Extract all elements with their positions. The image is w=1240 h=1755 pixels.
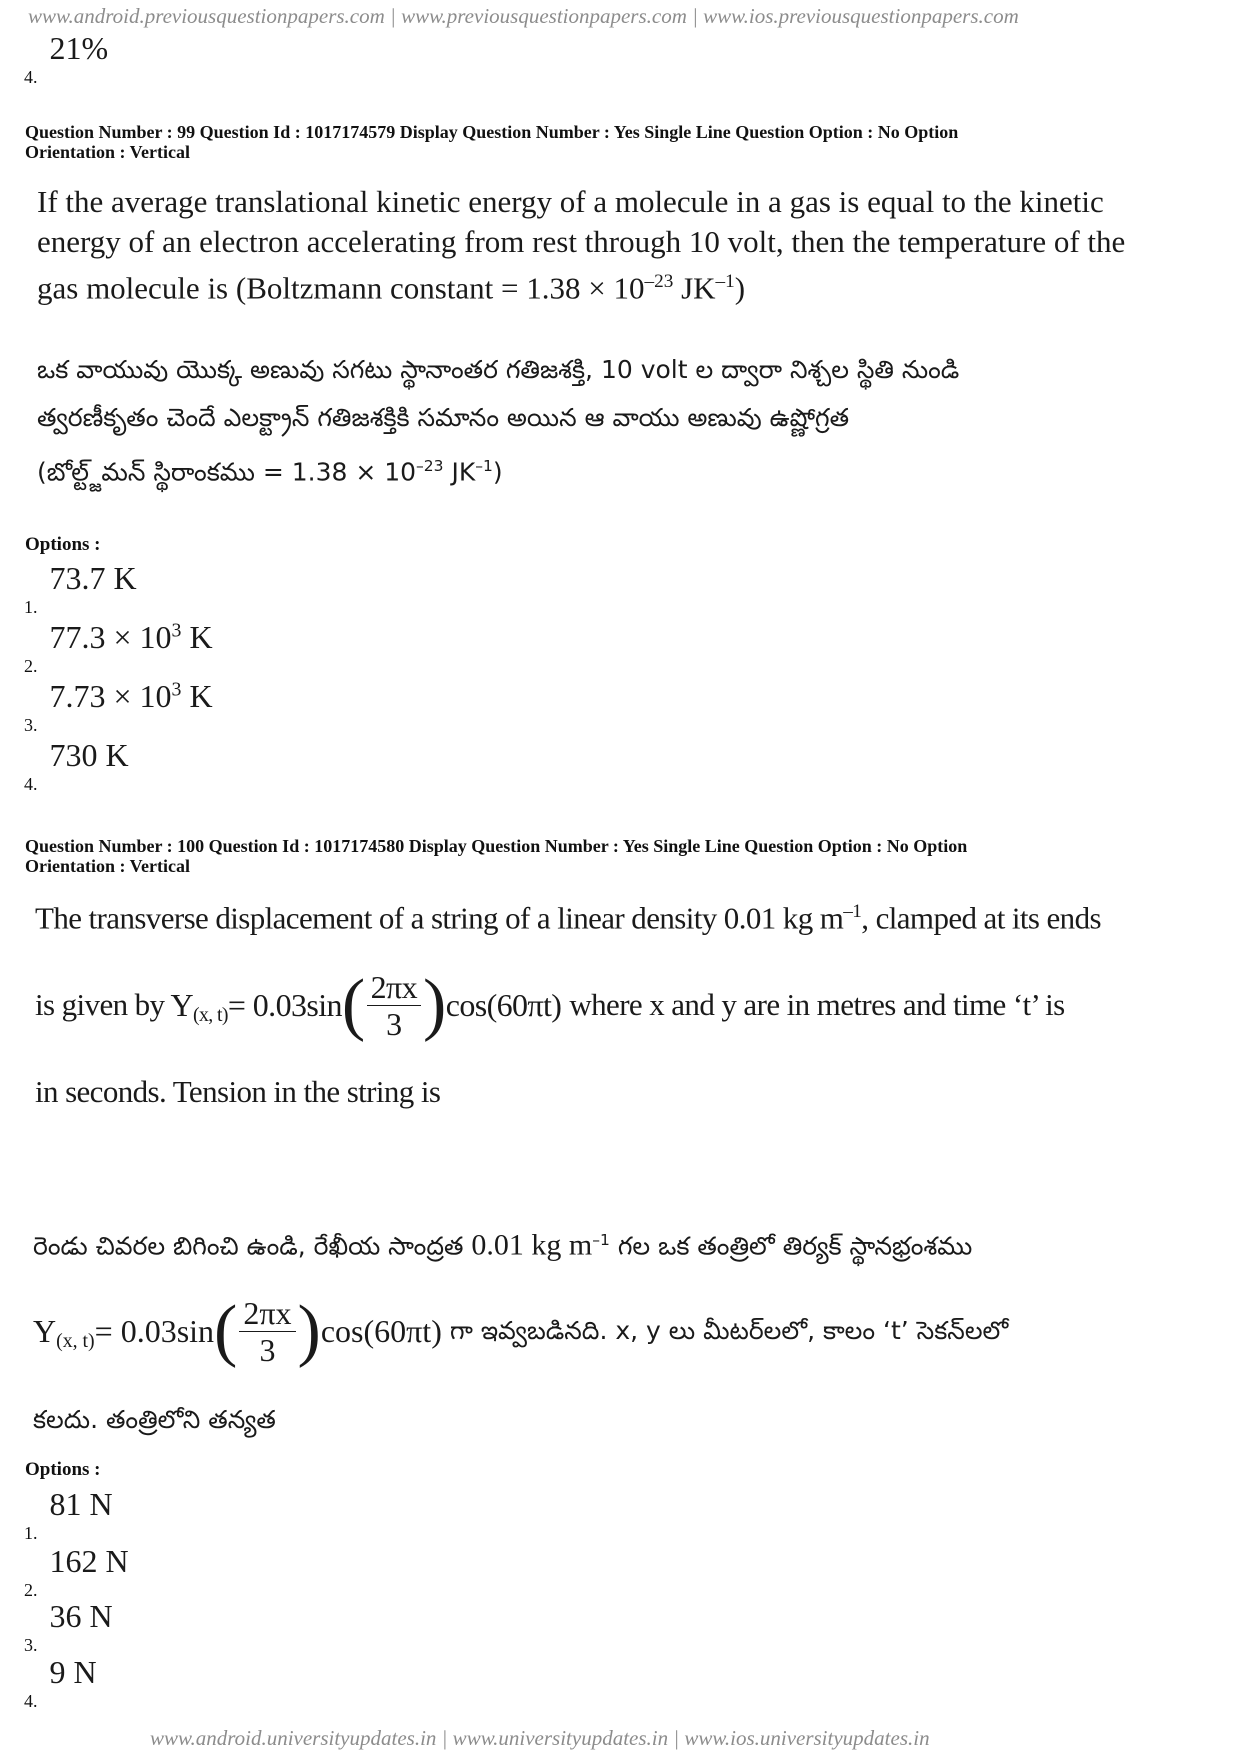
q100-option-4[interactable]	[24, 1654, 97, 1711]
option-number: 3.	[24, 715, 38, 735]
prev-option-4[interactable]	[24, 30, 109, 87]
option-number: 3.	[24, 1635, 38, 1655]
option-unit: K	[181, 619, 213, 655]
q100-telugu-line2	[33, 1276, 1008, 1386]
q100-en-exponent: –1	[843, 901, 862, 922]
option-number: 1.	[24, 1523, 38, 1543]
option-number: 1.	[24, 597, 38, 617]
q99-te-close: )	[492, 457, 503, 487]
eq-y: Y	[170, 987, 193, 1023]
option-number: 4.	[24, 774, 38, 794]
q100-te-line2-b: గా ఇవ్వబడినది. x, y లు మీటర్‌లలో, కాలం ‘t’ సెకన్‌లలో	[449, 1316, 1009, 1345]
q99-en-unit-exponent: –1	[715, 271, 735, 292]
option-text: 36 N	[49, 1598, 113, 1634]
q100-telugu-line1	[33, 1216, 972, 1270]
q100-meta	[25, 836, 1225, 876]
eq-fraction	[239, 1295, 295, 1368]
q99-te-line3	[37, 442, 959, 496]
eq-subscript: (x, t)	[56, 1329, 95, 1352]
q100-option-3[interactable]	[24, 1598, 113, 1655]
q100-en-line2-b: where x and y are in metres and time ‘t’ is	[569, 987, 1065, 1022]
q99-te-unit-exponent: –1	[475, 457, 493, 475]
q99-en-line2: energy of an electron accelerating from rest through 10 volt, then the temperature of the	[37, 224, 1126, 259]
eq-paren-right: )	[423, 966, 446, 1043]
q100-options-label: Options :	[25, 1459, 101, 1480]
q100-equation	[170, 966, 562, 1043]
eq-paren-left: (	[214, 1292, 238, 1369]
option-text	[50, 678, 213, 714]
q100-english-line2	[35, 950, 1225, 1060]
eq-numerator: 2πx	[367, 969, 421, 1006]
q100-te-equation	[33, 1292, 442, 1369]
q99-meta	[25, 122, 1225, 162]
q99-option-3[interactable]	[24, 678, 213, 735]
option-text: 73.7 K	[49, 560, 137, 596]
q100-telugu-line3: కలదు. తంత్రిలోని తన్యత	[33, 1405, 276, 1434]
page-footer-watermark: www.android.universityupdates.in | www.universityupdates.in | www.ios.universityupdates.in	[150, 1726, 930, 1750]
q100-meta-line1: Question Number : 100 Question Id : 1017174580 Display Question Number : Yes Single Line Question Option : No Option	[25, 836, 968, 856]
page-header-watermark: www.android.previousquestionpapers.com | www.previousquestionpapers.com | www.ios.previousquestionpapers.com	[28, 4, 1019, 28]
eq-paren-right: )	[297, 1292, 321, 1369]
q100-te-density: 0.01 kg m	[471, 1228, 593, 1262]
eq-subscript: (x, t)	[192, 1004, 228, 1026]
q100-option-2[interactable]	[24, 1543, 129, 1600]
option-exponent: 3	[171, 619, 182, 642]
q99-te-line2: త్వరణీకృతం చెందే ఎలక్ట్రాన్ గతిజశక్తికి సమానం అయిన ఆ వాయు అణువు ఉష్ణోగ్రత	[37, 403, 850, 432]
option-number: 2.	[24, 656, 38, 676]
eq-cosine: cos(60πt)	[445, 987, 562, 1023]
q99-option-4[interactable]	[24, 737, 129, 794]
q99-option-2[interactable]	[24, 619, 213, 676]
option-text-mantissa: 77.3 × 10	[49, 619, 172, 655]
option-number: 4.	[24, 1691, 38, 1711]
eq-numerator: 2πx	[239, 1295, 295, 1332]
q99-meta-line1: Question Number : 99 Question Id : 1017174579 Display Question Number : Yes Single Line Question Option : No Option	[25, 122, 959, 142]
option-exponent: 3	[171, 678, 182, 701]
eq-amplitude: = 0.03sin	[227, 987, 342, 1023]
option-text	[50, 619, 213, 655]
option-number: 4.	[24, 67, 38, 87]
option-text-mantissa: 7.73 × 10	[49, 678, 172, 714]
q99-en-line3-a: gas molecule is (Boltzmann constant = 1.38 × 10	[37, 270, 645, 306]
q99-en-close: )	[734, 270, 746, 306]
q99-meta-line2: Orientation : Vertical	[25, 142, 190, 162]
q99-telugu-text	[37, 346, 959, 496]
eq-cosine: cos(60πt)	[320, 1312, 442, 1349]
option-text: 81 N	[49, 1486, 113, 1522]
q100-te-line1-a: రెండు చివరల బిగించి ఉండి, రేఖీయ సాంద్రత	[33, 1231, 472, 1261]
eq-amplitude: = 0.03sin	[94, 1312, 215, 1349]
eq-paren-left: (	[341, 966, 365, 1043]
q100-english-line3: in seconds. Tension in the string is	[35, 1074, 441, 1109]
q100-te-line1-c: గల ఒక తంత్రిలో తిర్యక్ స్థానభ్రంశము	[609, 1231, 973, 1261]
q99-en-unit: JK	[673, 270, 716, 306]
q99-te-unit: JK	[443, 457, 476, 487]
q100-en-line2-a: is given by	[35, 987, 165, 1022]
q99-te-exponent: –23	[416, 457, 444, 475]
eq-denominator: 3	[386, 1005, 402, 1042]
q99-te-line3-a: (బోల్ట్జ్‌మన్ స్థిరాంకము = 1.38 × 10	[37, 457, 417, 487]
option-text: 9 N	[49, 1654, 97, 1690]
option-number: 2.	[24, 1580, 38, 1600]
q99-english-text	[37, 182, 1217, 308]
q99-te-line1: ఒక వాయువు యొక్క అణువు సగటు స్థానాంతర గతిజశక్తి, 10 volt ల ద్వారా నిశ్చల స్థితి నుండి	[37, 355, 960, 384]
option-text: 21%	[49, 30, 109, 66]
eq-denominator: 3	[259, 1331, 276, 1368]
eq-fraction	[367, 969, 421, 1042]
q100-en-line1-b: , clamped at its ends	[861, 900, 1101, 936]
q100-meta-line2: Orientation : Vertical	[25, 856, 190, 876]
q100-en-line1-a: The transverse displacement of a string of a linear density 0.01 kg m	[35, 900, 844, 936]
q100-te-exponent: –1	[592, 1231, 610, 1249]
q100-english-line1	[35, 892, 1225, 938]
q100-option-1[interactable]	[24, 1486, 113, 1543]
q99-en-line3	[37, 262, 1217, 308]
eq-y: Y	[33, 1312, 57, 1349]
option-unit: K	[181, 678, 213, 714]
option-text: 730 K	[49, 737, 129, 773]
q99-en-line1: If the average translational kinetic energy of a molecule in a gas is equal to the kinetic	[37, 184, 1104, 219]
q99-en-exponent: –23	[644, 271, 674, 292]
q99-options-label: Options :	[25, 534, 101, 555]
option-text: 162 N	[49, 1543, 129, 1579]
q99-option-1[interactable]	[24, 560, 137, 617]
